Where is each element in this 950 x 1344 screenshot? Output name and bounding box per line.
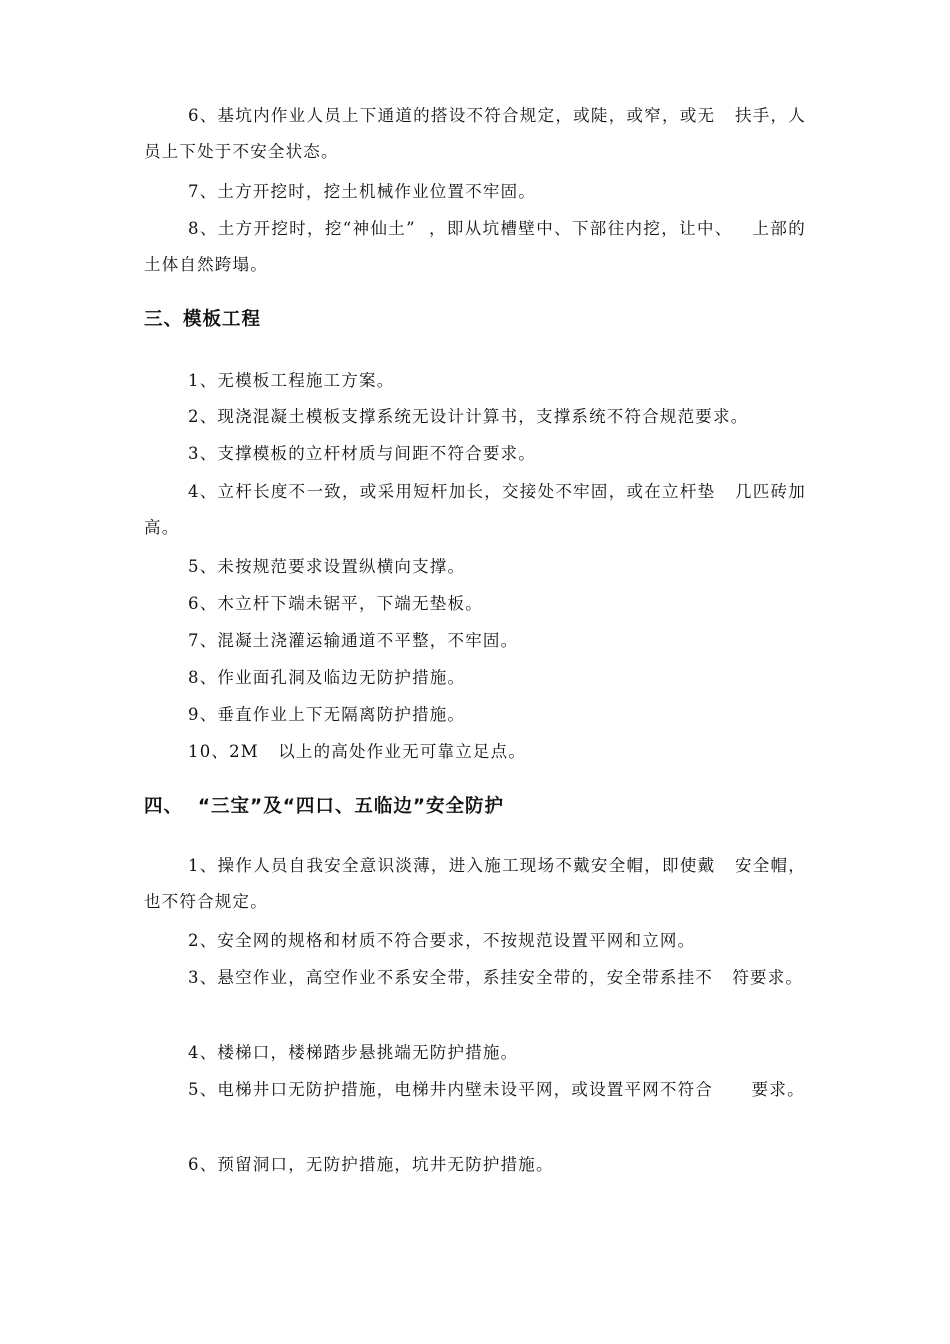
formwork-item-3: 3、支撑模板的立杆材质与间距不符合要求。 <box>188 444 536 463</box>
formwork-item-4: 4、立杆长度不一致，或采用短杆加长，交接处不牢固，或在立杆垫 几匹砖加高。 <box>144 482 806 537</box>
safety-item-2: 2、安全网的规格和材质不符合要求，不按规范设置平网和立网。 <box>188 931 696 950</box>
formwork-item-9: 9、垂直作业上下无隔离防护措施。 <box>188 705 466 724</box>
formwork-item-8: 8、作业面孔洞及临边无防护措施。 <box>188 668 466 687</box>
formwork-item-7: 7、混凝土浇灌运输通道不平整，不牢固。 <box>188 631 519 650</box>
section-heading-safety-protection: 四、 “三宝”及“四口、五临边”安全防护 <box>144 796 505 817</box>
formwork-item-1: 1、无模板工程施工方案。 <box>188 371 395 390</box>
safety-item-6: 6、预留洞口，无防护措施，坑井无防护措施。 <box>188 1155 554 1174</box>
formwork-item-10: 10、2M 以上的高处作业无可靠立足点。 <box>188 742 527 761</box>
safety-item-1: 1、操作人员自我安全意识淡薄，进入施工现场不戴安全帽，即使戴 安全帽，也不符合规定。 <box>144 856 806 911</box>
safety-item-3: 3、悬空作业，高空作业不系安全带，系挂安全带的，安全带系挂不 符要求。 <box>188 968 804 987</box>
formwork-item-2: 2、现浇混凝土模板支撑系统无设计计算书，支撑系统不符合规范要求。 <box>188 407 749 426</box>
section-heading-formwork: 三、模板工程 <box>144 309 262 330</box>
safety-item-4: 4、楼梯口，楼梯踏步悬挑端无防护措施。 <box>188 1043 519 1062</box>
safety-item-5: 5、电梯井口无防护措施，电梯井内壁未设平网，或设置平网不符合 要求。 <box>188 1080 805 1099</box>
paragraph-item-8-undercut-digging: 8、土方开挖时，挖“神仙土” ，即从坑槽壁中、下部往内挖，让中、 上部的土体自然跨塌。 <box>144 219 806 274</box>
formwork-item-5: 5、未按规范要求设置纵横向支撑。 <box>188 557 466 576</box>
paragraph-item-6-pit-access: 6、基坑内作业人员上下通道的搭设不符合规定，或陡，或窄，或无 扶手，人员上下处于不安全状态。 <box>144 106 806 161</box>
paragraph-item-7-excavator-position: 7、土方开挖时，挖土机械作业位置不牢固。 <box>188 182 536 201</box>
formwork-item-6: 6、木立杆下端未锯平，下端无垫板。 <box>188 594 483 613</box>
